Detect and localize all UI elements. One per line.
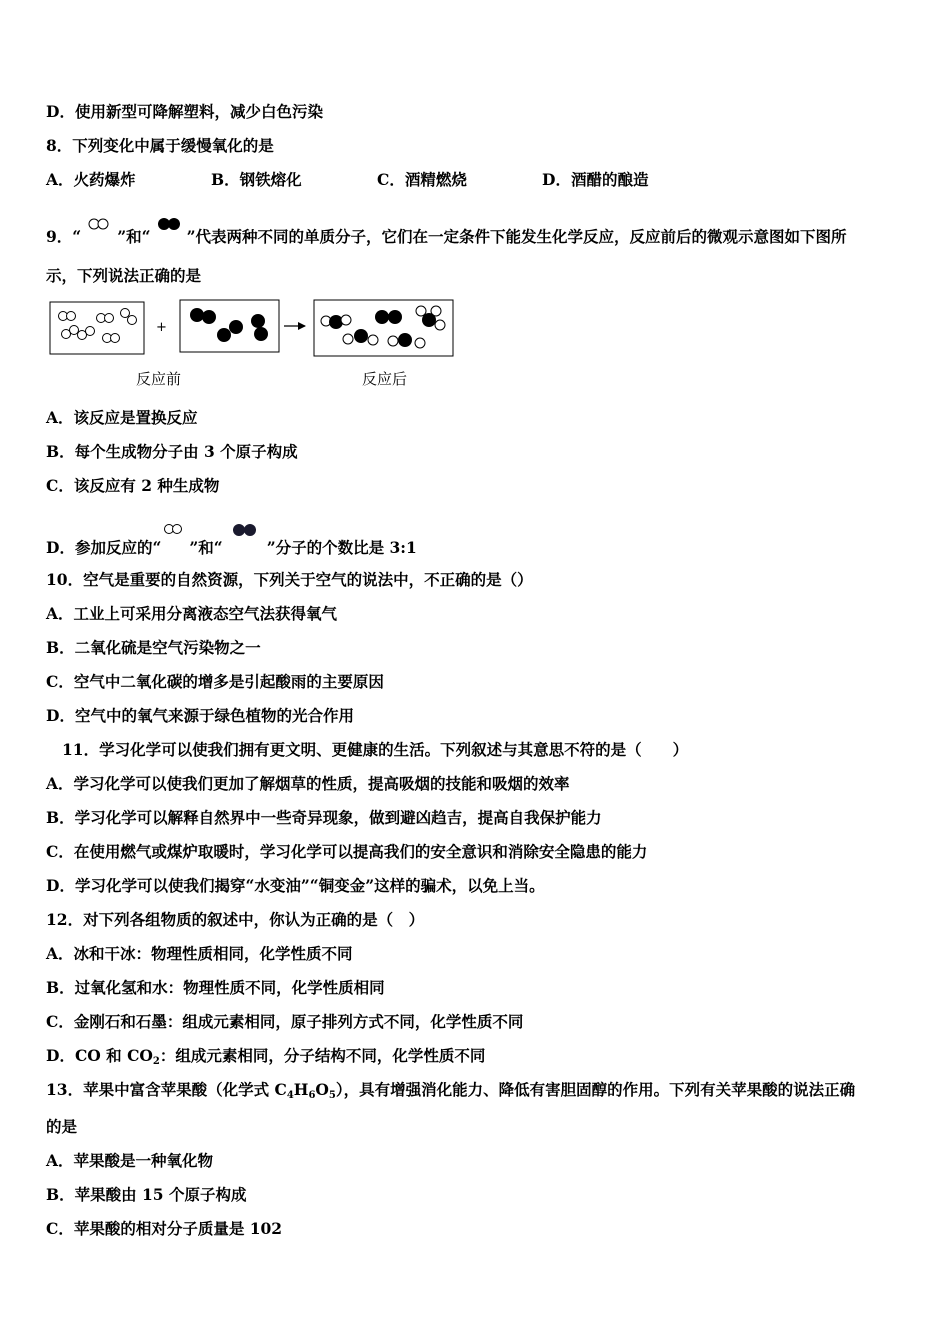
- q11-option-c: C．在使用燃气或煤炉取暖时，学习化学可以提高我们的安全意识和消除安全隐患的能力: [46, 842, 648, 861]
- q13-stem-post: ），具有增强消化能力、降低有害胆固醇的作用。下列有关苹果酸的说法正确: [335, 1080, 856, 1099]
- q9-option-b: B．每个生成物分子由 3 个原子构成: [46, 442, 298, 461]
- q10-option-c: C．空气中二氧化碳的增多是引起酸雨的主要原因: [46, 672, 384, 691]
- q9-d-mid: ”和“: [189, 538, 223, 557]
- q13-stem: [46, 1080, 855, 1100]
- q9-option-a: A．该反应是置换反应: [46, 408, 198, 427]
- plus-sign: +: [156, 320, 167, 335]
- q9-d-pre: D．参加反应的“: [46, 538, 162, 557]
- q12-d-sub: 2: [152, 1056, 160, 1067]
- q12-d-pre: D．CO 和 CO: [46, 1046, 153, 1065]
- q9-stem-line2: 示，下列说法正确的是: [46, 266, 202, 285]
- q7-option-d: D．使用新型可降解塑料，减少白色污染: [46, 102, 323, 121]
- q10-option-a: A．工业上可采用分离液态空气法获得氧气: [46, 604, 338, 623]
- white-molecule-icon: [81, 216, 117, 246]
- reaction-arrow-head: [298, 322, 306, 330]
- reaction-diagram: [46, 296, 458, 360]
- q9-option-d: [46, 523, 417, 558]
- q8-option-c: C．酒精燃烧: [377, 170, 467, 189]
- q12-stem: 12．对下列各组物质的叙述中，你认为正确的是（ ）: [46, 910, 425, 929]
- q9-stem: [46, 216, 846, 247]
- q12-option-c: C．金刚石和石墨：组成元素相同，原子排列方式不同，化学性质不同: [46, 1012, 524, 1031]
- q8-option-a: A．火药爆炸: [46, 170, 136, 189]
- q11-option-d: D．学习化学可以使我们揭穿“水变油”“铜变金”这样的骗术，以免上当。: [46, 876, 545, 895]
- q13-sub-o: 5: [328, 1090, 336, 1101]
- q8-option-b: B．钢铁熔化: [211, 170, 302, 189]
- q12-option-b: B．过氧化氢和水：物理性质不同，化学性质相同: [46, 978, 385, 997]
- q9-and: ”和“: [117, 227, 151, 246]
- q13-option-a: A．苹果酸是一种氧化物: [46, 1151, 214, 1170]
- q13-option-b: B．苹果酸由 15 个原子构成: [46, 1185, 247, 1204]
- q12-option-a: A．冰和干冰：物理性质相同，化学性质不同: [46, 944, 353, 963]
- q10-option-b: B．二氧化硫是空气污染物之一: [46, 638, 261, 657]
- q9-number: 9．: [46, 227, 73, 246]
- q12-option-d: [46, 1046, 485, 1066]
- q13-stem-pre: 13．苹果中富含苹果酸（化学式 C: [46, 1080, 287, 1099]
- q11-stem: 11．学习化学可以使我们拥有更文明、更健康的生活。下列叙述与其意思不符的是（ ）: [62, 740, 689, 759]
- q9-d-post: ”分子的个数比是 3:1: [266, 538, 417, 557]
- q13-stem-line2: 的是: [46, 1117, 78, 1136]
- q9-quote-open: “: [72, 227, 82, 246]
- white-molecule-icon: [161, 523, 189, 551]
- reactant-box-white: [50, 302, 144, 354]
- q13-sub-h: 6: [308, 1090, 316, 1101]
- q9-option-c: C．该反应有 2 种生成物: [46, 476, 220, 495]
- q10-stem: 10．空气是重要的自然资源，下列关于空气的说法中，不正确的是（）: [46, 570, 533, 589]
- q12-d-post: ：组成元素相同，分子结构不同，化学性质不同: [159, 1046, 486, 1065]
- black-molecule-icon: [223, 523, 267, 551]
- caption-after-reaction: 反应后: [362, 370, 408, 388]
- q9-stem-rest: ”代表两种不同的单质分子，它们在一定条件下能发生化学反应，反应前后的微观示意图如下图所: [186, 227, 847, 246]
- q8-option-d: D．酒醋的酿造: [542, 170, 649, 189]
- q11-option-b: B．学习化学可以解释自然界中一些奇异现象，做到避凶趋吉，提高自我保护能力: [46, 808, 602, 827]
- q11-option-a: A．学习化学可以使我们更加了解烟草的性质，提高吸烟的技能和吸烟的效率: [46, 774, 570, 793]
- q10-option-d: D．空气中的氧气来源于绿色植物的光合作用: [46, 706, 354, 725]
- q13-option-c: C．苹果酸的相对分子质量是 102: [46, 1219, 283, 1238]
- q13-o: O: [315, 1080, 329, 1099]
- q13-sub-c: 4: [286, 1090, 294, 1101]
- caption-before-reaction: 反应前: [136, 370, 182, 388]
- q8-stem: 8．下列变化中属于缓慢氧化的是: [46, 136, 274, 155]
- q13-h: H: [293, 1080, 309, 1099]
- black-molecule-icon: [151, 216, 187, 246]
